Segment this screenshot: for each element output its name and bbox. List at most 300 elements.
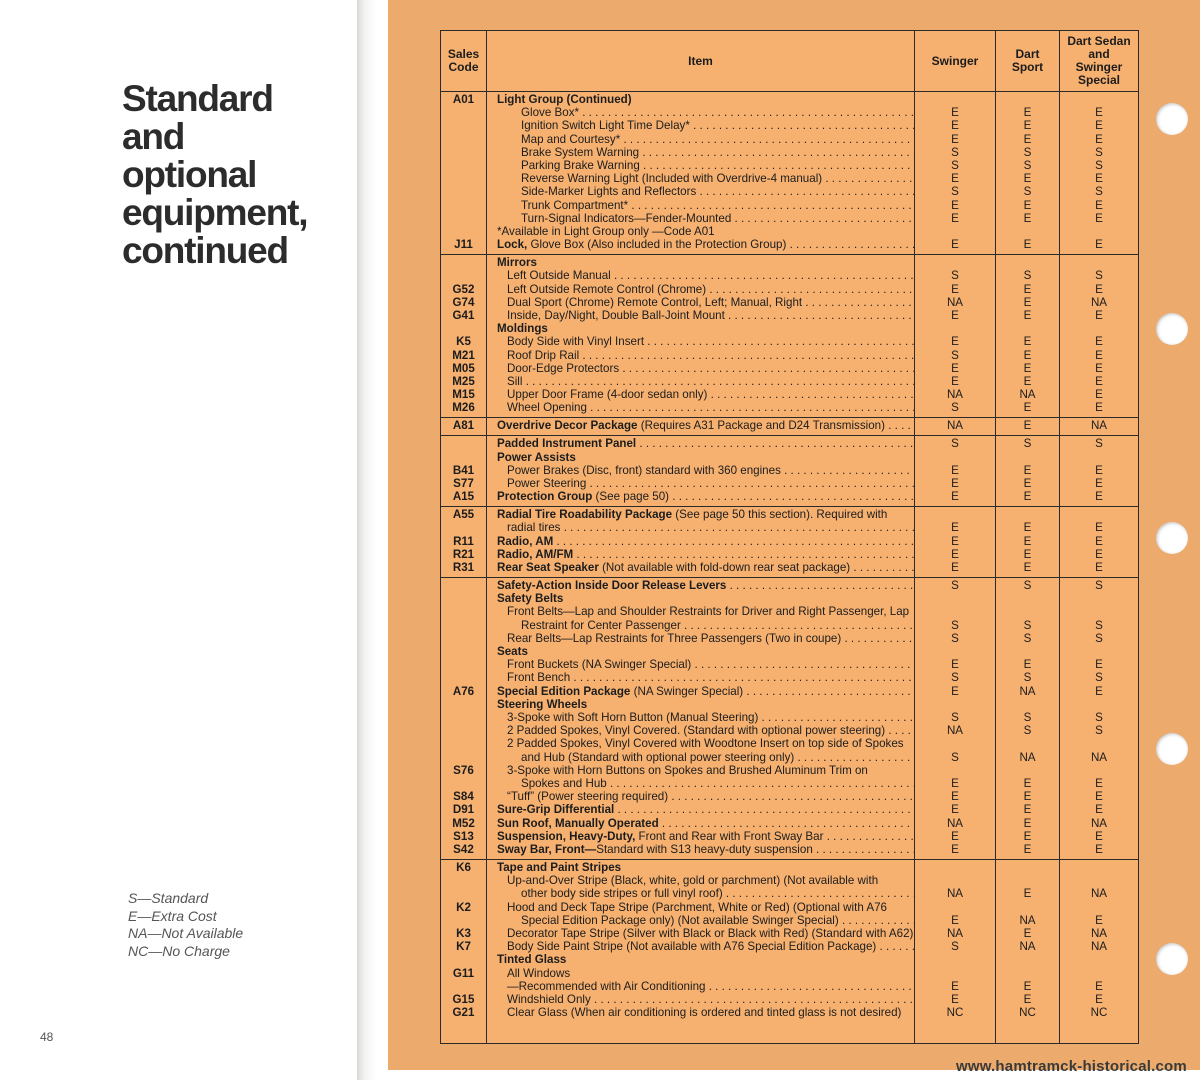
- item-label: 3-Spoke with Horn Buttons on Spokes and Brushed Aluminum Trim on: [507, 763, 868, 777]
- dart-sedan-value: E: [1095, 348, 1103, 362]
- dart-sedan-value: E: [1095, 993, 1103, 1006]
- item-label: Steering Wheels: [497, 697, 588, 711]
- dart-sedan-value: S: [1095, 159, 1103, 172]
- item-label: Overdrive Decor Package: [497, 419, 638, 433]
- dart-sport-value: E: [1023, 335, 1032, 349]
- dart-sedan-value: NA: [1090, 295, 1108, 309]
- item-description: [497, 561, 914, 574]
- item-note: Glove Box (Also included in the Protection Group): [527, 238, 787, 252]
- item-label: Sun Roof, Manually Operated: [497, 816, 659, 830]
- section-divider: [441, 417, 1138, 418]
- sales-code: G52: [452, 282, 475, 296]
- item-description: [497, 225, 914, 238]
- sales-code: K2: [456, 900, 471, 914]
- item-description: [497, 548, 914, 561]
- dart-sport-value: E: [1023, 993, 1032, 1006]
- table-row: [441, 874, 1138, 887]
- dart-sport-value: E: [1023, 658, 1032, 672]
- dart-sport-value: E: [1023, 927, 1032, 940]
- sales-code: K7: [456, 940, 471, 954]
- dart-sport-value: E: [1023, 348, 1032, 362]
- item-description: [497, 256, 914, 269]
- item-label: Brake System Warning: [521, 145, 640, 159]
- sales-code: D91: [452, 803, 475, 817]
- table-row: [441, 401, 1138, 414]
- sales-code: G41: [452, 309, 475, 322]
- dart-sedan-value: E: [1095, 375, 1103, 388]
- header-divider: [441, 91, 1138, 92]
- table-row: [441, 212, 1138, 225]
- item-label: 2 Padded Spokes, Vinyl Covered. (Standard with optional power steering): [507, 724, 886, 738]
- item-description: [507, 927, 914, 940]
- swinger-value: E: [951, 238, 959, 252]
- item-description: [497, 93, 914, 106]
- swinger-value: E: [951, 282, 959, 296]
- dart-sedan-value: E: [1095, 388, 1103, 402]
- table-row: [441, 561, 1138, 574]
- swinger-value: E: [951, 132, 959, 146]
- item-label: Front Bench: [507, 671, 571, 685]
- dart-sedan-value: E: [1095, 132, 1103, 146]
- dart-sedan-value: E: [1095, 198, 1103, 212]
- dart-sport-value: E: [1023, 490, 1032, 504]
- swinger-value: E: [951, 803, 959, 817]
- dart-sport-value: S: [1023, 618, 1032, 632]
- swinger-value: E: [951, 843, 959, 856]
- item-label: Power Steering: [507, 477, 587, 490]
- binder-hole: [1156, 103, 1188, 135]
- item-label: radial tires: [507, 521, 561, 535]
- table-row: [441, 375, 1138, 388]
- table-row: [441, 817, 1138, 830]
- dart-sedan-value: S: [1095, 269, 1103, 283]
- dart-sedan-value: NA: [1090, 419, 1108, 433]
- binder-hole: [1156, 943, 1188, 975]
- sales-code: A15: [452, 490, 475, 504]
- table-row: [441, 927, 1138, 940]
- sales-code: G15: [452, 993, 475, 1006]
- table-row: [441, 225, 1138, 238]
- table-row: [441, 711, 1138, 724]
- item-note: (See page 50): [592, 490, 670, 504]
- sales-code: R31: [452, 561, 475, 574]
- item-description: [507, 874, 914, 887]
- item-description: [507, 967, 914, 980]
- table-row: [441, 993, 1138, 1006]
- swinger-value: S: [951, 579, 959, 592]
- header-dart-sedan: Dart Sedan and Swinger Special: [1067, 34, 1131, 87]
- sales-code: K3: [456, 927, 471, 940]
- dart-sedan-value: E: [1095, 684, 1103, 698]
- dart-sport-value: E: [1023, 979, 1032, 993]
- section-divider: [441, 435, 1138, 436]
- table-row: [441, 698, 1138, 711]
- dart-sport-value: S: [1023, 711, 1032, 724]
- item-description: [521, 914, 914, 927]
- binder-hole: [1156, 733, 1188, 765]
- item-label: and Hub (Standard with optional power steering only): [521, 750, 795, 764]
- dart-sport-value: E: [1023, 309, 1032, 322]
- item-label: Padded Instrument Panel: [497, 437, 637, 451]
- item-label: Turn-Signal Indicators—Fender-Mounted: [521, 211, 732, 225]
- item-description: [507, 940, 914, 953]
- item-label: Sway Bar, Front—: [497, 843, 597, 856]
- table-row: [441, 508, 1138, 521]
- table-row: [441, 861, 1138, 874]
- item-label: Rear Seat Speaker: [497, 561, 599, 574]
- item-label: Special Edition Package only) (Not available Swinger Special): [521, 913, 839, 927]
- swinger-value: S: [951, 940, 959, 954]
- swinger-value: E: [951, 979, 959, 993]
- item-description: [507, 283, 914, 296]
- dart-sedan-value: NA: [1090, 750, 1108, 764]
- item-label: Decorator Tape Stripe (Silver with Black or Black with Red) (Standard with A62): [507, 927, 914, 940]
- item-description: [507, 521, 914, 534]
- dart-sport-value: NA: [1019, 684, 1036, 698]
- swinger-value: E: [951, 106, 959, 120]
- item-description: [507, 401, 914, 414]
- swinger-value: E: [951, 993, 959, 1006]
- table-row: [441, 322, 1138, 335]
- header-dart-sport: Dart Sport: [1011, 47, 1044, 74]
- table-row: [441, 592, 1138, 605]
- header-swinger: Swinger: [931, 53, 979, 68]
- dart-sport-value: E: [1023, 777, 1032, 790]
- dart-sedan-value: E: [1095, 106, 1103, 120]
- item-description: [507, 724, 914, 737]
- swinger-value: E: [951, 361, 959, 375]
- table-row: [441, 238, 1138, 251]
- item-description: [507, 388, 914, 401]
- item-label: 3-Spoke with Soft Horn Button (Manual Steering): [507, 711, 759, 724]
- table-row: [441, 737, 1138, 750]
- swinger-value: E: [951, 521, 959, 535]
- dart-sport-value: E: [1023, 887, 1032, 901]
- dart-sedan-value: S: [1095, 671, 1103, 685]
- item-description: [497, 437, 914, 450]
- header-sales-code: Sales Code: [447, 47, 480, 74]
- dart-sedan-value: S: [1095, 711, 1103, 724]
- item-label: Safety Belts: [497, 592, 564, 606]
- dart-sedan-value: E: [1095, 843, 1103, 856]
- table-row: [441, 159, 1138, 172]
- dart-sport-value: E: [1023, 119, 1032, 133]
- dart-sedan-value: E: [1095, 361, 1103, 375]
- swinger-value: E: [951, 684, 959, 698]
- dart-sedan-value: E: [1095, 119, 1103, 133]
- item-label: Body Side Paint Stripe (Not available with A76 Special Edition Package): [507, 940, 877, 954]
- dart-sport-value: E: [1023, 790, 1032, 804]
- item-label: Sure-Grip Differential: [497, 803, 615, 817]
- dart-sport-value: S: [1023, 159, 1032, 172]
- item-label: other body side stripes or full vinyl roof): [521, 887, 723, 901]
- item-description: [507, 375, 914, 388]
- swinger-value: S: [951, 185, 959, 199]
- item-description: [521, 185, 914, 198]
- page-number: 48: [40, 1030, 54, 1044]
- sales-code: A76: [452, 684, 475, 698]
- sales-code: S77: [453, 477, 474, 490]
- item-label: Protection Group: [497, 490, 593, 504]
- table-row: [441, 388, 1138, 401]
- sales-code: K5: [456, 335, 471, 349]
- item-label: Ignition Switch Light Time Delay*: [521, 119, 690, 133]
- item-description: [497, 953, 914, 966]
- swinger-value: E: [951, 477, 959, 490]
- table-row: [441, 940, 1138, 953]
- item-description: [497, 817, 914, 830]
- swinger-value: NA: [946, 816, 964, 830]
- item-label: Front Buckets (NA Swinger Special): [507, 658, 692, 672]
- dart-sport-value: E: [1023, 561, 1032, 574]
- dart-sport-value: NA: [1019, 388, 1036, 402]
- dart-sedan-value: E: [1095, 490, 1103, 504]
- dart-sport-value: E: [1023, 843, 1032, 856]
- dart-sport-value: NA: [1019, 940, 1036, 954]
- item-label: Glove Box*: [521, 106, 579, 120]
- table-row: [441, 901, 1138, 914]
- swinger-value: E: [951, 335, 959, 349]
- item-description: [497, 419, 914, 432]
- title-line: and: [122, 116, 185, 157]
- dart-sedan-value: E: [1095, 282, 1103, 296]
- dart-sedan-value: NA: [1090, 816, 1108, 830]
- table-row: [441, 685, 1138, 698]
- item-description: [507, 737, 914, 750]
- dart-sport-value: E: [1023, 401, 1032, 415]
- swinger-value: NA: [946, 419, 964, 433]
- swinger-value: E: [951, 561, 959, 574]
- item-label: Rear Belts—Lap Restraints for Three Passengers (Two in coupe): [507, 631, 842, 645]
- item-description: [521, 619, 914, 632]
- dart-sedan-value: E: [1095, 477, 1103, 490]
- dart-sedan-value: E: [1095, 777, 1103, 790]
- swinger-value: S: [951, 671, 959, 685]
- table-row: [441, 119, 1138, 132]
- item-description: [507, 711, 914, 724]
- item-description: [497, 698, 914, 711]
- swinger-value: E: [951, 534, 959, 548]
- dart-sedan-value: E: [1095, 913, 1103, 927]
- dart-sedan-value: E: [1095, 534, 1103, 548]
- dart-sedan-value: NA: [1090, 940, 1108, 954]
- swinger-value: E: [951, 547, 959, 561]
- item-note: Front and Rear with Front Sway Bar: [635, 829, 824, 843]
- dart-sedan-value: E: [1095, 401, 1103, 415]
- table-row: [441, 477, 1138, 490]
- sales-code: M52: [452, 816, 475, 830]
- dart-sport-value: NA: [1019, 750, 1036, 764]
- item-label: Restraint for Center Passenger: [521, 618, 681, 632]
- table-row: [441, 535, 1138, 548]
- item-description: [521, 751, 914, 764]
- dart-sedan-value: NA: [1090, 927, 1108, 940]
- swinger-value: S: [951, 618, 959, 632]
- table-row: [441, 645, 1138, 658]
- dart-sedan-value: S: [1095, 618, 1103, 632]
- swinger-value: E: [951, 309, 959, 322]
- title-line: equipment,: [122, 192, 308, 233]
- swinger-value: E: [951, 913, 959, 927]
- dart-sport-value: NA: [1019, 913, 1036, 927]
- table-row: [441, 658, 1138, 671]
- item-label: Up-and-Over Stripe (Black, white, gold or parchment) (Not available with: [507, 874, 879, 888]
- item-description: [497, 843, 914, 856]
- legend-extra-cost: E—Extra Cost: [128, 907, 217, 924]
- dart-sport-value: E: [1023, 547, 1032, 561]
- title-line: optional: [122, 154, 257, 195]
- dart-sport-value: E: [1023, 172, 1032, 186]
- page-spine: [357, 0, 377, 1080]
- swinger-value: S: [951, 631, 959, 645]
- dart-sedan-value: E: [1095, 979, 1103, 993]
- table-row: [441, 790, 1138, 803]
- section-divider: [441, 577, 1138, 578]
- item-label: Side-Marker Lights and Reflectors: [521, 185, 697, 199]
- item-label: Light Group (Continued): [497, 93, 632, 106]
- dart-sedan-value: S: [1095, 437, 1103, 451]
- item-description: [497, 451, 914, 464]
- table-row: [441, 521, 1138, 534]
- header-item: Item: [688, 53, 713, 68]
- swinger-value: E: [951, 490, 959, 504]
- item-label: Upper Door Frame (4-door sedan only): [507, 388, 708, 402]
- table-row: [441, 953, 1138, 966]
- item-description: [507, 309, 914, 322]
- dart-sport-value: E: [1023, 211, 1032, 225]
- table-row: [441, 579, 1138, 592]
- table-row: [441, 605, 1138, 618]
- item-description: [497, 490, 914, 503]
- dart-sedan-value: E: [1095, 790, 1103, 804]
- item-label: Tape and Paint Stripes: [497, 861, 622, 874]
- item-description: [521, 777, 914, 790]
- dart-sport-value: E: [1023, 238, 1032, 252]
- item-description: [507, 671, 914, 684]
- sales-code: A81: [452, 419, 475, 433]
- item-label: Clear Glass (When air conditioning is ordered and tinted glass is not desired): [507, 1006, 902, 1020]
- table-row: [441, 1006, 1138, 1019]
- table-row: [441, 980, 1138, 993]
- dart-sport-value: NC: [1019, 1006, 1036, 1020]
- dart-sport-value: E: [1023, 829, 1032, 843]
- item-label: Radio, AM: [497, 534, 554, 548]
- item-description: [521, 159, 914, 172]
- swinger-value: S: [951, 711, 959, 724]
- table-row: [441, 777, 1138, 790]
- sales-code: A01: [452, 93, 475, 106]
- swinger-value: E: [951, 198, 959, 212]
- table-row: [441, 256, 1138, 269]
- item-label: Special Edition Package: [497, 684, 631, 698]
- item-description: [497, 322, 914, 335]
- dart-sport-value: E: [1023, 477, 1032, 490]
- item-description: [497, 861, 914, 874]
- item-description: [507, 764, 914, 777]
- item-label: Lock,: [497, 238, 528, 252]
- table-row: [441, 451, 1138, 464]
- item-label: Left Outside Remote Control (Chrome): [507, 282, 707, 296]
- sales-code: S13: [453, 829, 474, 843]
- swinger-value: S: [951, 437, 959, 451]
- item-label: Radial Tire Roadability Package: [497, 508, 673, 522]
- table-row: [441, 106, 1138, 119]
- item-description: [521, 172, 914, 185]
- dart-sport-value: E: [1023, 534, 1032, 548]
- sales-code: G21: [452, 1006, 475, 1020]
- table-row: [441, 349, 1138, 362]
- sales-code: A55: [452, 508, 475, 522]
- table-row: [441, 419, 1138, 432]
- item-description: [507, 349, 914, 362]
- item-label: Suspension, Heavy-Duty,: [497, 829, 636, 843]
- item-description: [497, 508, 914, 521]
- swinger-value: NA: [946, 388, 964, 402]
- dart-sedan-value: E: [1095, 547, 1103, 561]
- item-description: [507, 335, 914, 348]
- swinger-value: NA: [946, 295, 964, 309]
- watermark: www.hamtramck-historical.com: [956, 1058, 1187, 1075]
- swinger-value: E: [951, 829, 959, 843]
- item-description: [521, 133, 914, 146]
- dart-sport-value: E: [1023, 375, 1032, 388]
- item-label: Front Belts—Lap and Shoulder Restraints for Driver and Right Passenger, Lap: [507, 605, 910, 619]
- item-description: [497, 579, 914, 592]
- dart-sedan-value: E: [1095, 658, 1103, 672]
- table-row: [441, 296, 1138, 309]
- dart-sport-value: S: [1023, 437, 1032, 451]
- table-row: [441, 803, 1138, 816]
- item-label: “Tuff” (Power steering required): [507, 790, 669, 804]
- page-title: [122, 80, 352, 270]
- swinger-value: S: [951, 159, 959, 172]
- item-description: [507, 269, 914, 282]
- swinger-value: S: [951, 145, 959, 159]
- table-row: [441, 843, 1138, 856]
- item-note: (Not available with fold-down rear seat package): [598, 561, 851, 574]
- item-label: Moldings: [497, 322, 548, 336]
- dart-sport-value: E: [1023, 295, 1032, 309]
- swinger-value: E: [951, 790, 959, 804]
- dart-sedan-value: E: [1095, 463, 1103, 477]
- item-label: Sill: [507, 375, 523, 388]
- swinger-value: NA: [946, 927, 964, 940]
- title-line: continued: [122, 230, 288, 271]
- item-description: [507, 980, 914, 993]
- item-label: Power Brakes (Disc, front) standard with 360 engines: [507, 463, 781, 477]
- dart-sedan-value: E: [1095, 803, 1103, 817]
- dart-sport-value: E: [1023, 361, 1032, 375]
- item-description: [521, 119, 914, 132]
- section-divider: [441, 859, 1138, 860]
- sales-code: S84: [453, 790, 474, 804]
- dart-sport-value: E: [1023, 282, 1032, 296]
- table-row: [441, 751, 1138, 764]
- dart-sedan-value: S: [1095, 631, 1103, 645]
- dart-sedan-value: E: [1095, 211, 1103, 225]
- table-row: [441, 764, 1138, 777]
- item-label: Roof Drip Rail: [507, 348, 580, 362]
- table-row: [441, 967, 1138, 980]
- swinger-value: E: [951, 658, 959, 672]
- item-note: Standard with S13 heavy-duty suspension: [596, 843, 813, 856]
- swinger-value: NC: [946, 1006, 964, 1020]
- item-label: Trunk Compartment*: [521, 198, 629, 212]
- swinger-value: E: [951, 375, 959, 388]
- item-label: *Available in Light Group only —Code A01: [497, 225, 715, 238]
- item-note: (NA Swinger Special): [630, 684, 744, 698]
- table-row: [441, 133, 1138, 146]
